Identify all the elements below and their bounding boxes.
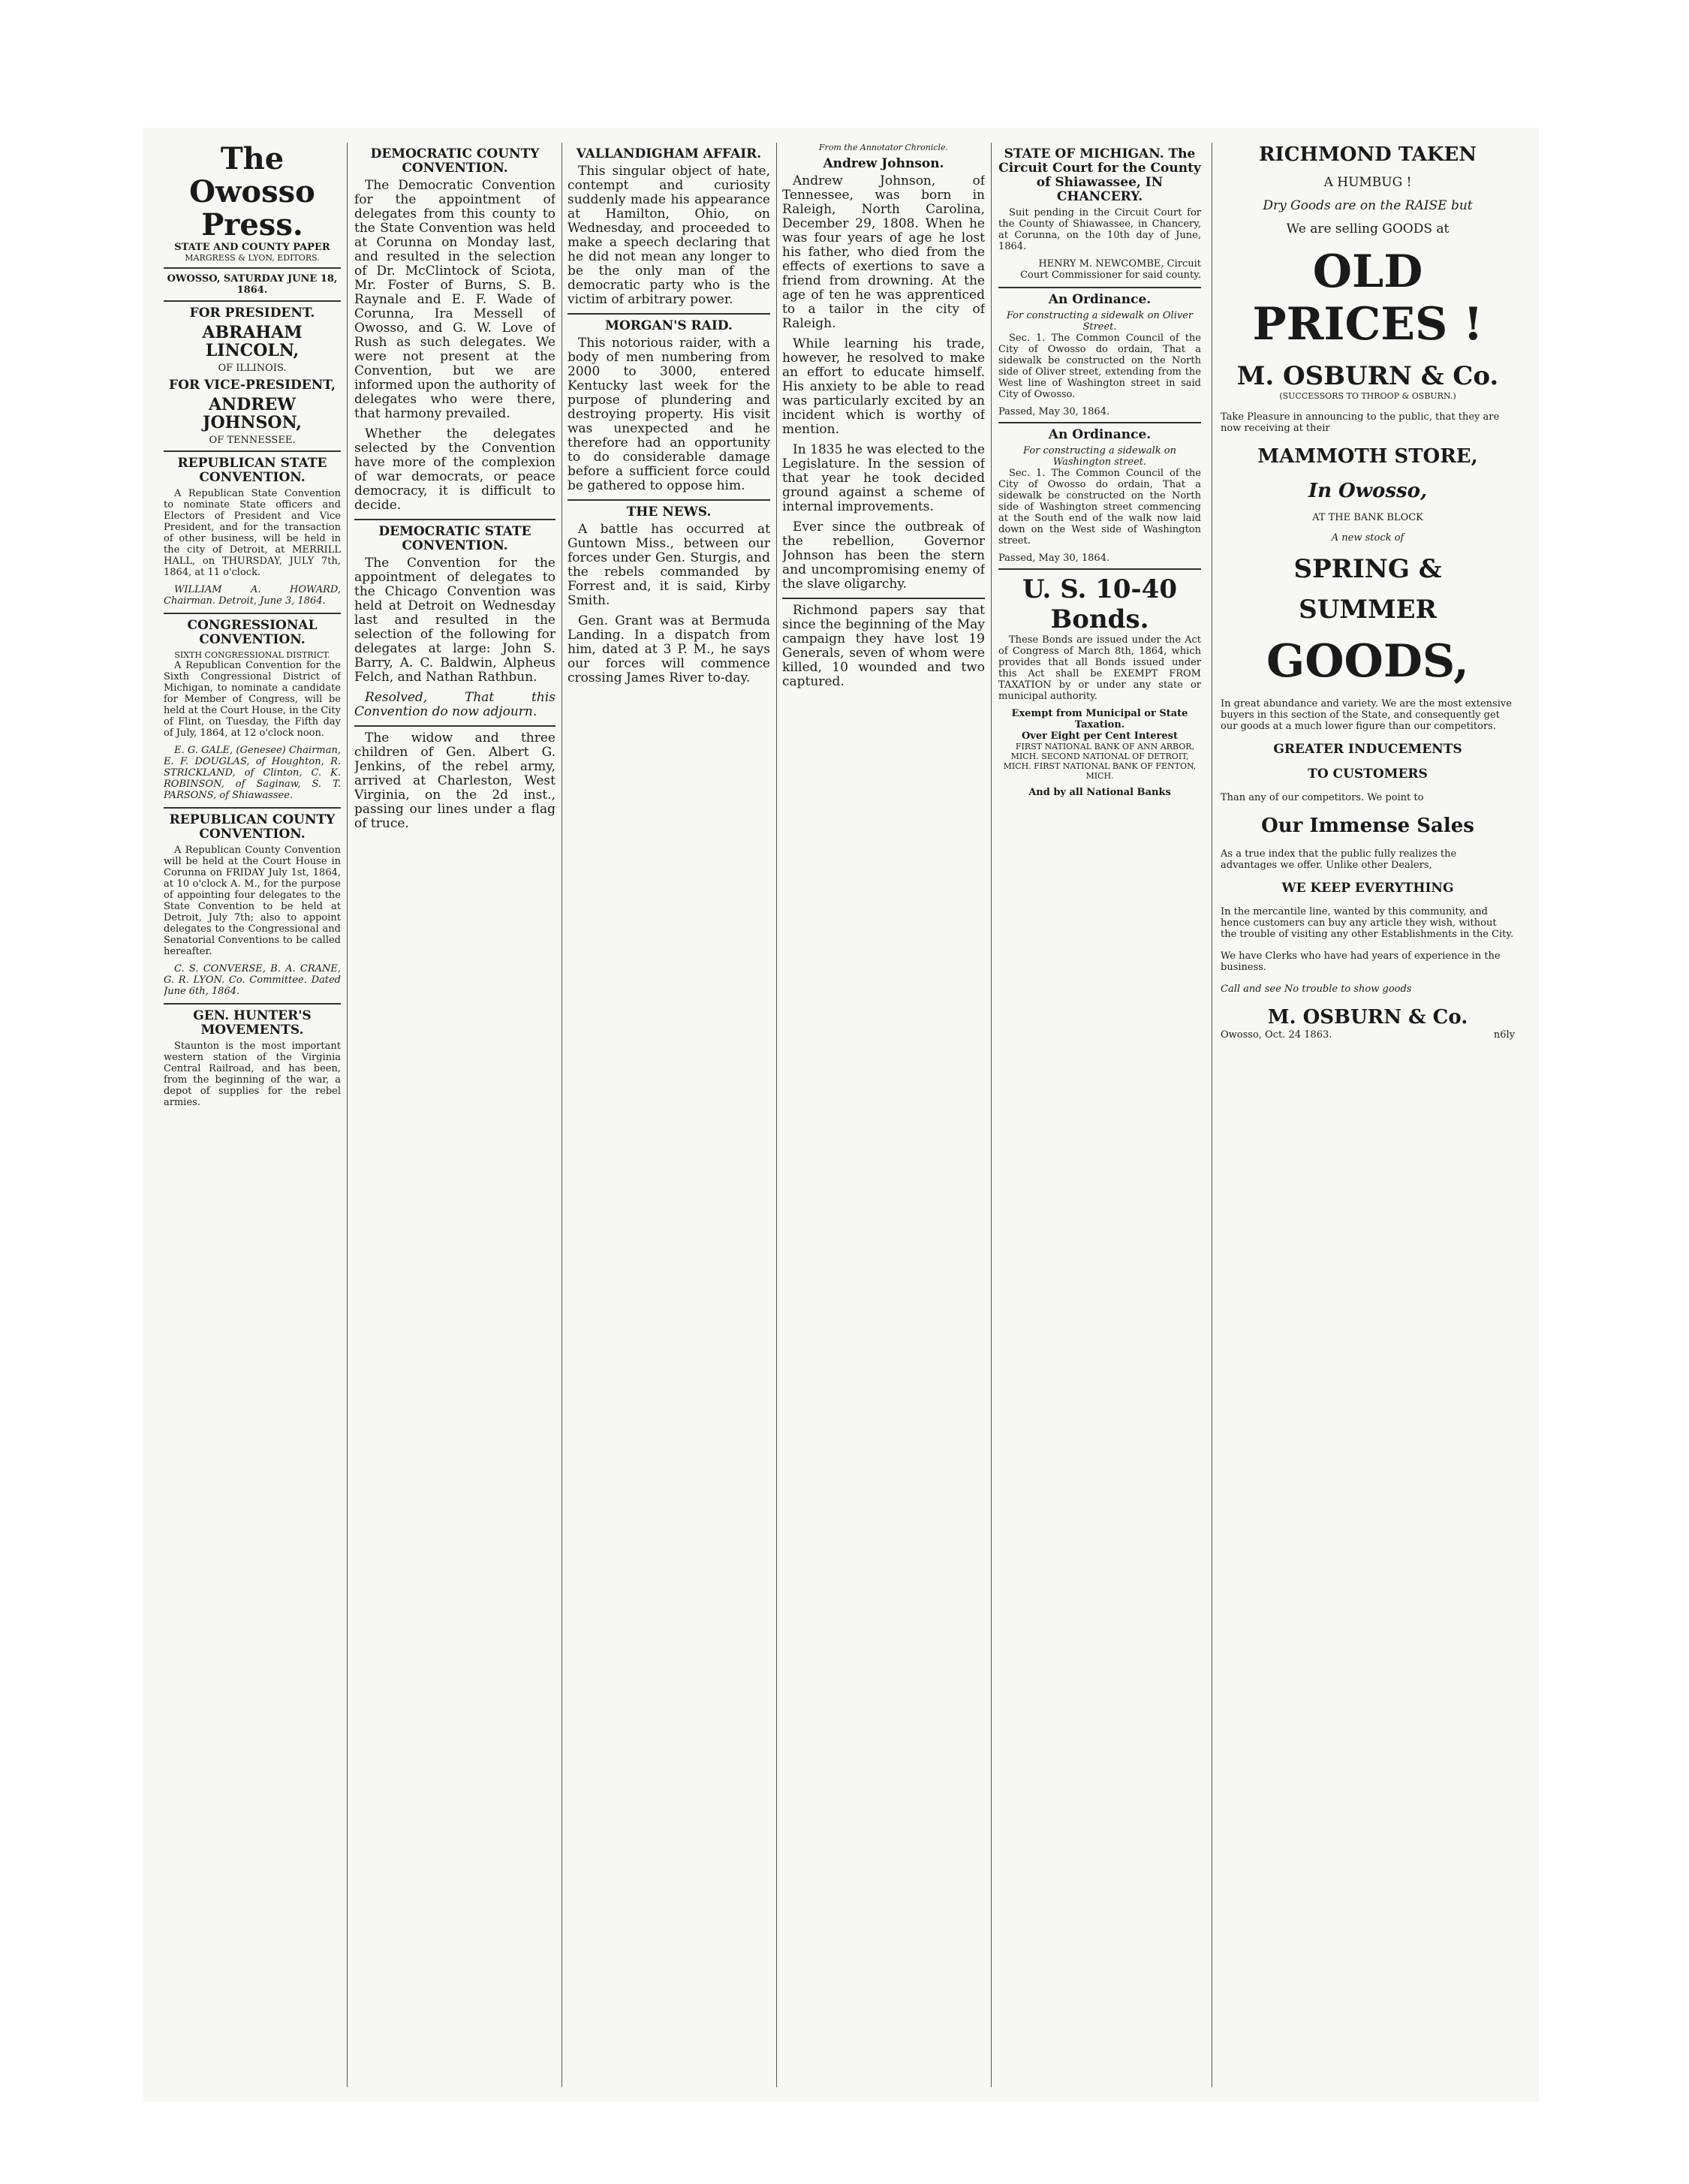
morgan-title: MORGAN'S RAID.	[605, 318, 733, 333]
news-title: THE NEWS.	[626, 505, 712, 520]
johnson-body-4: Ever since the outbreak of the rebellion, Governor Johnson has been the stern and uncompromising enemy of the slave oligarchy.	[782, 520, 985, 592]
cong-signed: E. G. GALE, (Genesee) Chairman, E. F. DOUGLAS, of Houghton, R. STRICKLAND, of Clinton, C. K. ROBINSON, of Saginaw, S. T. PARSONS, of Shiawassee.	[164, 745, 341, 801]
vallandigham-body: This singular object of hate, contempt and curiosity suddenly made his appearance at Hamilton, Ohio, on Wednesday, and proceeded to make a speech declaring that he did not mean any longer to be the only man of the democratic party who is the victim of arbitrary power.	[568, 164, 770, 307]
hunter-title: GEN. HUNTER'S MOVEMENTS.	[193, 1008, 312, 1038]
ad-to-customers: TO CUSTOMERS	[1308, 767, 1428, 782]
divider	[164, 613, 341, 614]
masthead-title: The Owosso Press.	[189, 143, 315, 242]
ad-code: n6ly	[1493, 1029, 1515, 1041]
column-2	[354, 143, 555, 2087]
ad-pleasure: Take Pleasure in announcing to the public, that they are now receiving at their	[1221, 411, 1500, 434]
column-1	[164, 143, 341, 2087]
masthead-subtitle: STATE AND COUNTY PAPER	[174, 242, 330, 253]
ad-spring: SPRING &	[1293, 554, 1442, 584]
county-title: REPUBLICAN COUNTY CONVENTION.	[169, 812, 336, 842]
ad-than-any: Than any of our competitors. We point to	[1221, 792, 1424, 803]
bonds-exempt: Exempt from Municipal or State Taxation.	[1011, 708, 1188, 731]
dem-county-body: The Democratic Convention for the appointment of delegates from this county to the State Convention was held at Corunna on Monday last, and resulted in the selection of Dr. McClintock of Sciota, Mr. Foster of Burns, S. B. Raynale and E. F. Wade of Corunna, Ira Messell of Owosso, and G. W. Love of Rush as such delegates. We were not present at the Convention, but we are informed upon the authority of delegates who were there, that harmony prevailed.	[354, 178, 555, 421]
ordinance-2-body: Sec. 1. The Common Council of the City of Owosso do ordain, That a sidewalk be constructed on the North side of Washington street commencing at the South end of the walk now laid down on the West side of Washington street.	[998, 468, 1201, 547]
cong-title: CONGRESSIONAL CONVENTION.	[187, 618, 318, 647]
ad-firm-2: M. OSBURN & Co.	[1267, 1006, 1468, 1029]
johnson-body-2: While learning his trade, however, he resolved to make an effort to educate himself. His anxiety to be able to read was particularly excited by an incident which is worthy of mention.	[782, 336, 985, 437]
ad-town: In Owosso,	[1308, 480, 1428, 502]
ad-successors: (SUCCESSORS TO THROOP & OSBURN.)	[1279, 391, 1456, 401]
dem-state-body: The Convention for the appointment of delegates to the Chicago Convention was held at Detroit on Wednesday last and resulted in the selection of the following for delegates at large: John S. Barry, A. C. Baldwin, Alpheus Felch, and Nathan Rathbun.	[354, 556, 555, 685]
bonds-title: U. S. 10-40 Bonds.	[1022, 574, 1177, 634]
vallandigham-title: VALLANDIGHAM AFFAIR.	[576, 146, 762, 161]
bonds-agents: FIRST NATIONAL BANK OF ANN ARBOR, MICH. SECOND NATIONAL OF DETROIT, MICH. FIRST NATIONAL BANK OF FENTON, MICH.	[1003, 742, 1197, 781]
vp-name: ANDREW JOHNSON,	[203, 395, 302, 432]
legal-signed: HENRY M. NEWCOMBE, Circuit Court Commissioner for said county.	[1020, 258, 1201, 281]
ordinance-1-sub: For constructing a sidewalk on Oliver Street.	[1006, 310, 1194, 333]
ad-mercantile: In the mercantile line, wanted by this community, and hence customers can buy any article they wish, without the trouble of visiting any other Establishments in the City.	[1221, 906, 1514, 940]
richmond-note: Richmond papers say that since the beginning of the May campaign they have lost 19 Generals, seven of whom were killed, 10 wounded and two captured.	[782, 603, 985, 689]
ad-abundance: In great abundance and variety. We are the most extensive buyers in this section of the State, and consequently get our goods at a much lower figure than our competitors.	[1221, 698, 1512, 732]
ad-signoff-date: Owosso, Oct. 24 1863.	[1221, 1029, 1332, 1041]
legal-body: Suit pending in the Circuit Court for the County of Shiawassee, in Chancery, at Corunna, on the 10th day of June, 1864.	[998, 207, 1201, 252]
jenkins-item: The widow and three children of Gen. Albert G. Jenkins, of the rebel army, arrived at Charleston, West Virginia, on the 2d inst., passing our lines under a flag of truce.	[354, 731, 555, 831]
ad-store: MAMMOTH STORE,	[1257, 445, 1478, 468]
divider	[354, 519, 555, 520]
ad-immense: Our Immense Sales	[1261, 815, 1474, 837]
ordinance-2-passed: Passed, May 30, 1864.	[998, 553, 1110, 564]
rep-state-body: A Republican State Convention to nominate State officers and Electors of President and Vice President, and for the transaction of other business, will be held in the city of Detroit, at MERRILL HALL, on THURSDAY, JULY 7th, 1864, at 11 o'clock.	[164, 488, 341, 578]
divider	[164, 807, 341, 809]
ordinance-1-passed: Passed, May 30, 1864.	[998, 406, 1110, 417]
column-3	[568, 143, 770, 2087]
vp-state: OF TENNESSEE.	[209, 435, 296, 446]
ad-headline: RICHMOND TAKEN	[1258, 143, 1477, 166]
column-rule	[991, 143, 992, 2087]
ad-greater: GREATER INDUCEMENTS	[1273, 742, 1462, 757]
divider	[568, 499, 770, 501]
divider	[354, 725, 555, 727]
ad-keep: WE KEEP EVERYTHING	[1281, 881, 1454, 896]
rep-state-signed: WILLIAM A. HOWARD, Chairman. Detroit, June 3, 1864.	[164, 584, 341, 607]
divider	[998, 422, 1201, 423]
ad-true-index: As a true index that the public fully realizes the advantages we offer. Unlike other Dealers,	[1221, 848, 1457, 871]
county-body: A Republican County Convention will be held at the Court House in Corunna on FRIDAY July 1st, 1864, at 10 o'clock A. M., for the purpose of appointing four delegates to the State Convention to be held at Detroit, July 7th; also to appoint delegates to the Congressional and Senatorial Conventions to be called hereafter.	[164, 845, 341, 957]
hunter-body: Staunton is the most important western station of the Virginia Central Railroad, and has been, from the beginning of the war, a depot of supplies for the rebel armies.	[164, 1041, 341, 1108]
divider	[568, 313, 770, 315]
ad-dry-goods: Dry Goods are on the RAISE but	[1263, 198, 1473, 213]
johnson-body-3: In 1835 he was elected to the Legislature. In the session of that year he took decided ground against a scheme of internal improvements.	[782, 442, 985, 514]
rep-state-title: REPUBLICAN STATE CONVENTION.	[177, 456, 327, 485]
ordinance-2-title: An Ordinance.	[1048, 427, 1152, 442]
for-president-label: FOR PRESIDENT.	[189, 306, 315, 321]
johnson-title: Andrew Johnson.	[823, 156, 944, 171]
ad-clerks: We have Clerks who have had years of experience in the business.	[1221, 950, 1501, 973]
newspaper-page	[143, 128, 1539, 2102]
ad-signoff	[1221, 1029, 1515, 1041]
president-name: ABRAHAM LINCOLN,	[202, 323, 303, 360]
divider	[164, 300, 341, 302]
bonds-body: These Bonds are issued under the Act of Congress of March 8th, 1864, which provides that all Bonds issued under this Act shall be EXEMPT FROM TAXATION by or under any state or municipal authority.	[998, 634, 1201, 702]
dem-county-title: DEMOCRATIC COUNTY CONVENTION.	[370, 146, 540, 176]
morgan-body: This notorious raider, with a body of men numbering from 2000 to 3000, entered Kentucky last week for the purpose of plundering and destroying property. His visit was unexpected and he therefore had an opportunity to do considerable damage before a sufficient force could be gathered to oppose him.	[568, 336, 770, 493]
johnson-body: Andrew Johnson, of Tennessee, was born in Raleigh, North Carolina, December 29, 1808. When he was four years of age he lost his father, who died from the effects of exertions to save a friend from drowning. At the age of ten he was apprenticed to a tailor in the city of Raleigh.	[782, 173, 985, 331]
cong-sub: SIXTH CONGRESSIONAL DISTRICT.	[174, 650, 330, 660]
column-rule	[776, 143, 777, 2087]
ad-selling: We are selling GOODS at	[1286, 221, 1450, 236]
dem-county-body-2: Whether the delegates selected by the Convention have more of the complexion of war democrats, or peace democracy, it is difficult to decide.	[354, 426, 555, 513]
dem-state-resolved: Resolved, That this Convention do now adjourn.	[354, 690, 555, 719]
news-body: A battle has occurred at Guntown Miss., between our forces under Gen. Sturgis, and the rebels commanded by Forrest and, it is said, Kirby Smith.	[568, 522, 770, 608]
ad-goods: GOODS,	[1266, 635, 1469, 688]
for-vp-label: FOR VICE-PRESIDENT,	[169, 378, 336, 393]
masthead-editors: MARGRESS & LYON, EDITORS.	[185, 253, 320, 263]
county-signed: C. S. CONVERSE, B. A. CRANE, G. R. LYON. Co. Committee. Dated June 6th, 1864.	[164, 963, 341, 997]
divider	[164, 267, 341, 269]
column-rule	[347, 143, 348, 2087]
ordinance-1-title: An Ordinance.	[1048, 292, 1152, 307]
masthead-dateline: OWOSSO, SATURDAY JUNE 18, 1864.	[167, 273, 338, 296]
johnson-source: From the Annotator Chronicle.	[818, 143, 949, 152]
legal-title: STATE OF MICHIGAN. The Circuit Court for the County of Shiawassee, IN CHANCERY.	[998, 146, 1201, 204]
ad-summer: SUMMER	[1299, 595, 1437, 625]
column-6-advertisement	[1221, 143, 1515, 2087]
divider	[998, 568, 1201, 570]
divider	[164, 1003, 341, 1005]
grant-body: Gen. Grant was at Bermuda Landing. In a dispatch from him, dated at 3 P. M., he says our forces will commence crossing James River to-day.	[568, 613, 770, 685]
ordinance-2-sub: For constructing a sidewalk on Washington street.	[1023, 445, 1176, 468]
cong-body: A Republican Convention for the Sixth Congressional District of Michigan, to nominate a candidate for Member of Congress, will be held at the Court House, in the City of Flint, on Tuesday, the Fifth day of July, 1864, at 12 o'clock noon.	[164, 660, 341, 739]
president-state: OF ILLINOIS.	[218, 363, 287, 374]
ad-bank-block: AT THE BANK BLOCK	[1312, 512, 1423, 523]
ordinance-1-body: Sec. 1. The Common Council of the City of Owosso do ordain, That a sidewalk be constructed on the North side of Oliver street, extending from the West line of Washington street in said City of Owosso.	[998, 333, 1201, 400]
column-5	[998, 143, 1201, 2087]
ad-new-stock: A new stock of	[1331, 532, 1404, 544]
divider	[998, 287, 1201, 288]
dem-state-title: DEMOCRATIC STATE CONVENTION.	[378, 524, 531, 553]
column-rule	[561, 143, 562, 2087]
bonds-interest: Over Eight per Cent Interest	[1021, 731, 1179, 742]
divider	[164, 450, 341, 452]
column-4	[782, 143, 985, 2087]
divider	[782, 598, 985, 599]
ad-call: Call and see No trouble to show goods	[1221, 984, 1412, 995]
ad-old-prices: OLD PRICES !	[1252, 246, 1483, 351]
bonds-footer: And by all National Banks	[1028, 787, 1171, 798]
ad-firm: M. OSBURN & Co.	[1236, 361, 1499, 391]
ad-humbug: A HUMBUG !	[1323, 175, 1412, 190]
